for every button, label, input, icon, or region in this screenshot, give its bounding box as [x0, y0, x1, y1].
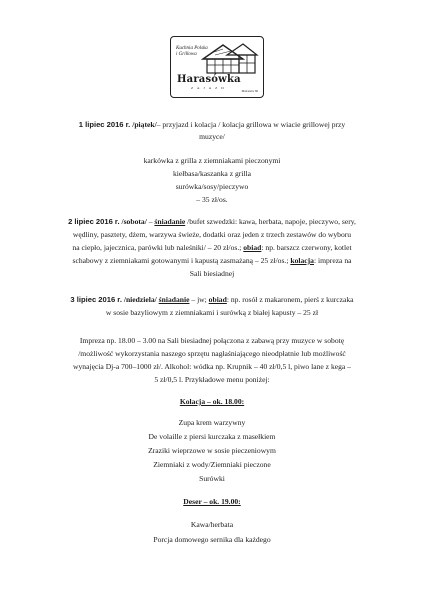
day2-obiad-label: obiad	[243, 243, 262, 252]
day2-line4a: schabowy z ziemniakami gotowanymi i kapustą zasmażaną – 25 zł/os.;	[72, 256, 291, 265]
deser-heading-text: Deser – ok. 19.00:	[183, 497, 241, 506]
restaurant-logo	[170, 36, 264, 98]
logo-name: Harasówka	[177, 74, 241, 85]
day2-kolacja-label: kolacja	[290, 256, 314, 265]
kolacja-item: Zraziki wieprzowe w sosie pieczeniowym	[148, 446, 276, 455]
day2-breakfast-label: śniadanie	[154, 217, 186, 226]
kolacja-item: Ziemniaki z wody/Ziemniaki pieczone	[153, 460, 271, 469]
kolacja-item: Zupa krem warzywny	[178, 418, 246, 427]
day2-header: 2 lipiec 2016 r. /sobota/ – śniadanie /bufet szwedzki: kawa, herbata, napoje, pieczywo, sery,	[68, 217, 356, 226]
party-line: 5 zł/0,5 l. Przykładowe menu poniżej:	[154, 375, 270, 384]
day1-line2: muzyce/	[199, 132, 225, 141]
day2-line4b: : impreza na	[313, 256, 352, 265]
day3-weekday: /niedziela/	[123, 295, 157, 304]
building-icon	[201, 41, 259, 75]
day2-weekday: /sobota/	[121, 217, 147, 226]
day3-obiad-text: : np. rosół z makaronem, pierś z kurczaka	[226, 295, 354, 304]
day2-line3b: : np. barszcz czerwony, kotlet	[261, 243, 352, 252]
deser-item: Kawa/herbata	[190, 520, 234, 529]
day2-line4	[40, 255, 384, 267]
day1-header	[40, 119, 384, 131]
day2-line5: Sali biesiadnej	[189, 269, 235, 278]
kolacja-item: Surówki	[199, 474, 225, 483]
day3-date: 3 lipiec 2016 r.	[70, 295, 122, 304]
day1-description: – przyjazd i kolacja / kolacja grillowa w wiacie grillowej przy	[156, 120, 346, 129]
day2-line3a: na ciepło, jajecznica, parówki lub naleśniki/ – 20 zł/os.;	[72, 243, 244, 252]
day2-date: 2 lipiec 2016 r.	[68, 217, 120, 226]
menu1-item: surówka/sosy/pieczywo	[175, 182, 249, 191]
party-line: /możliwość wykorzystania naszego sprzętu nagłaśniającego nieodpłatnie lub możliwość	[78, 349, 346, 358]
deser-heading	[40, 496, 384, 508]
day3-header	[40, 294, 384, 306]
party-line: Impreza np. 18.00 – 3.00 na Sali biesiadnej połączona z zabawą przy muzyce w sobotę	[79, 336, 345, 345]
logo-script-line1: Kuchnia Polska	[176, 46, 208, 51]
day2-line3	[40, 242, 384, 254]
party-line: wynajęcia Dj-a 700–1000 zł/. Alkohol: wódka np. Krupnik – 40 zł/0,5 l, piwo lane z kega –	[73, 362, 351, 371]
day2-line2: wędliny, pasztety, dżem, warzywa świeże, dodatki oraz jeden z trzech zestawów do wyboru	[72, 230, 352, 239]
day1-weekday: /piątek/	[132, 120, 157, 129]
day1-date: 1 lipiec 2016 r.	[78, 120, 131, 129]
day3-breakfast-label: śniadanie	[158, 295, 190, 304]
day3-line2: w sosie bazyliowym z ziemniakami i surówką z białej kapusty – 25 zł	[105, 308, 319, 317]
day3-breakfast-text: – jw;	[189, 295, 209, 304]
day2-breakfast-text: /bufet szwedzki: kawa, herbata, napoje, pieczywo, sery,	[185, 217, 356, 226]
menu1-price: – 35 zł/os.	[196, 195, 228, 204]
kolacja-item: De volaille z piersi kurczaka z masełkiem	[148, 432, 276, 441]
logo-subtitle: Z A J A Z D	[191, 86, 226, 90]
menu1-item: karkówka z grilla z ziemniakami pieczonymi	[143, 156, 281, 165]
menu1-item: kiełbasa/kaszanka z grilla	[172, 169, 251, 178]
logo-location: Malcanów 66	[241, 89, 258, 93]
kolacja-heading	[40, 396, 384, 408]
kolacja-heading-text: Kolacja – ok. 18.00:	[179, 397, 245, 406]
logo-script-line2: i Grillowa	[176, 52, 197, 57]
deser-item: Porcja domowego sernika dla każdego	[153, 535, 271, 544]
day3-obiad-label: obiad	[208, 295, 227, 304]
